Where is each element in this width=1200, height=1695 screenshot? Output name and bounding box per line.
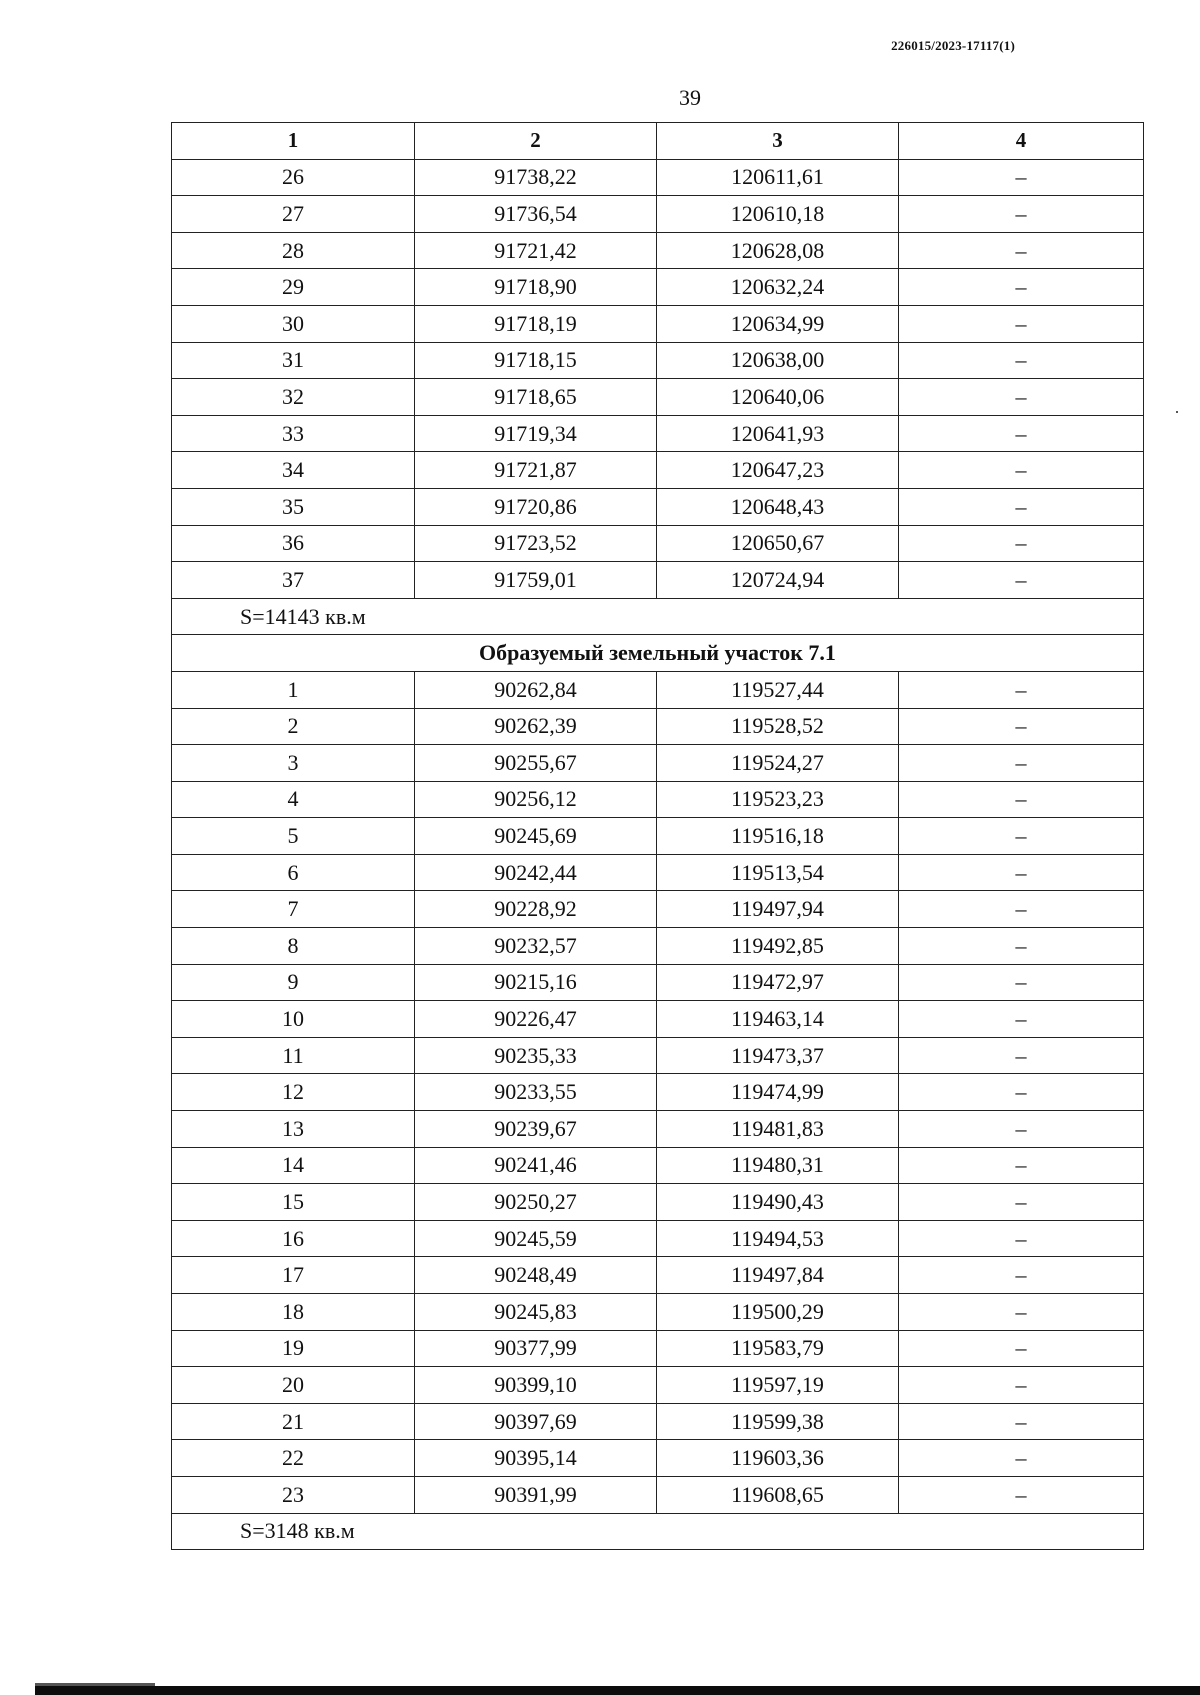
point-number-cell: 18 [172,1294,415,1331]
note-cell: – [899,1220,1144,1257]
point-number-cell: 1 [172,671,415,708]
table-row [172,159,1144,196]
coordinates-table [171,122,1144,1550]
x-coordinate-cell: 90242,44 [415,854,657,891]
point-number-cell: 4 [172,781,415,818]
point-number-cell: 37 [172,562,415,599]
x-coordinate-cell: 91736,54 [415,196,657,233]
point-number-cell: 30 [172,305,415,342]
y-coordinate-cell: 119463,14 [657,1001,899,1038]
note-cell: – [899,232,1144,269]
y-coordinate-cell: 120628,08 [657,232,899,269]
section-title-row [172,635,1144,672]
x-coordinate-cell: 91719,34 [415,415,657,452]
point-number-cell: 2 [172,708,415,745]
note-cell: – [899,1257,1144,1294]
x-coordinate-cell: 91721,87 [415,452,657,489]
note-cell: – [899,415,1144,452]
y-coordinate-cell: 119513,54 [657,854,899,891]
note-cell: – [899,781,1144,818]
point-number-cell: 12 [172,1074,415,1111]
note-cell: – [899,671,1144,708]
y-coordinate-cell: 120650,67 [657,525,899,562]
point-number-cell: 16 [172,1220,415,1257]
y-coordinate-cell: 119497,84 [657,1257,899,1294]
point-number-cell: 6 [172,854,415,891]
table-row [172,379,1144,416]
table-row [172,269,1144,306]
note-cell: – [899,1001,1144,1038]
y-coordinate-cell: 119523,23 [657,781,899,818]
x-coordinate-cell: 90377,99 [415,1330,657,1367]
x-coordinate-cell: 90255,67 [415,745,657,782]
x-coordinate-cell: 90233,55 [415,1074,657,1111]
y-coordinate-cell: 119608,65 [657,1476,899,1513]
point-number-cell: 19 [172,1330,415,1367]
point-number-cell: 21 [172,1403,415,1440]
x-coordinate-cell: 90250,27 [415,1184,657,1221]
y-coordinate-cell: 119497,94 [657,891,899,928]
note-cell: – [899,488,1144,525]
table-row [172,196,1144,233]
x-coordinate-cell: 90245,69 [415,818,657,855]
scan-speck [1176,411,1178,413]
x-coordinate-cell: 90226,47 [415,1001,657,1038]
note-cell: – [899,379,1144,416]
x-coordinate-cell: 90391,99 [415,1476,657,1513]
y-coordinate-cell: 119472,97 [657,964,899,1001]
point-number-cell: 8 [172,928,415,965]
point-number-cell: 27 [172,196,415,233]
block2-rows [172,671,1144,1513]
point-number-cell: 28 [172,232,415,269]
table-row [172,708,1144,745]
table-row [172,232,1144,269]
x-coordinate-cell: 90395,14 [415,1440,657,1477]
note-cell: – [899,1330,1144,1367]
y-coordinate-cell: 120640,06 [657,379,899,416]
note-cell: – [899,1074,1144,1111]
table-row [172,1294,1144,1331]
note-cell: – [899,964,1144,1001]
x-coordinate-cell: 90228,92 [415,891,657,928]
note-cell: – [899,1037,1144,1074]
point-number-cell: 9 [172,964,415,1001]
point-number-cell: 11 [172,1037,415,1074]
x-coordinate-cell: 90248,49 [415,1257,657,1294]
table-row [172,854,1144,891]
note-cell: – [899,305,1144,342]
x-coordinate-cell: 90245,59 [415,1220,657,1257]
table-row [172,891,1144,928]
table-row [172,1074,1144,1111]
column-header-point: 1 [172,123,415,160]
y-coordinate-cell: 120724,94 [657,562,899,599]
x-coordinate-cell: 90245,83 [415,1294,657,1331]
x-coordinate-cell: 91759,01 [415,562,657,599]
note-cell: – [899,1476,1144,1513]
table-row [172,488,1144,525]
x-coordinate-cell: 90241,46 [415,1147,657,1184]
y-coordinate-cell: 120632,24 [657,269,899,306]
point-number-cell: 31 [172,342,415,379]
point-number-cell: 20 [172,1367,415,1404]
table-row [172,928,1144,965]
point-number-cell: 13 [172,1111,415,1148]
area-row [172,1513,1144,1550]
scan-bottom-edge [35,1686,1200,1695]
x-coordinate-cell: 91718,65 [415,379,657,416]
point-number-cell: 5 [172,818,415,855]
y-coordinate-cell: 119481,83 [657,1111,899,1148]
x-coordinate-cell: 90256,12 [415,781,657,818]
x-coordinate-cell: 91718,15 [415,342,657,379]
note-cell: – [899,745,1144,782]
point-number-cell: 33 [172,415,415,452]
point-number-cell: 17 [172,1257,415,1294]
table-row [172,1476,1144,1513]
y-coordinate-cell: 119480,31 [657,1147,899,1184]
y-coordinate-cell: 120611,61 [657,159,899,196]
y-coordinate-cell: 119597,19 [657,1367,899,1404]
note-cell: – [899,525,1144,562]
table-header-row [172,123,1144,160]
column-header-x: 2 [415,123,657,160]
x-coordinate-cell: 90262,84 [415,671,657,708]
note-cell: – [899,196,1144,233]
x-coordinate-cell: 91718,90 [415,269,657,306]
document-number: 226015/2023-17117(1) [891,38,1015,53]
point-number-cell: 35 [172,488,415,525]
point-number-cell: 22 [172,1440,415,1477]
note-cell: – [899,928,1144,965]
table-row [172,1367,1144,1404]
table-row [172,1440,1144,1477]
point-number-cell: 29 [172,269,415,306]
table-row [172,305,1144,342]
x-coordinate-cell: 90397,69 [415,1403,657,1440]
area-text: S=14143 кв.м [172,598,1144,635]
table-row [172,818,1144,855]
x-coordinate-cell: 91738,22 [415,159,657,196]
y-coordinate-cell: 119500,29 [657,1294,899,1331]
point-number-cell: 23 [172,1476,415,1513]
note-cell: – [899,159,1144,196]
note-cell: – [899,891,1144,928]
table-row [172,1403,1144,1440]
x-coordinate-cell: 90235,33 [415,1037,657,1074]
table-row [172,1111,1144,1148]
y-coordinate-cell: 119527,44 [657,671,899,708]
x-coordinate-cell: 90232,57 [415,928,657,965]
table-row [172,745,1144,782]
note-cell: – [899,708,1144,745]
table-row [172,1037,1144,1074]
y-coordinate-cell: 120638,00 [657,342,899,379]
x-coordinate-cell: 90399,10 [415,1367,657,1404]
table-row [172,415,1144,452]
table-row [172,1330,1144,1367]
x-coordinate-cell: 91718,19 [415,305,657,342]
y-coordinate-cell: 119490,43 [657,1184,899,1221]
x-coordinate-cell: 90262,39 [415,708,657,745]
y-coordinate-cell: 119473,37 [657,1037,899,1074]
point-number-cell: 36 [172,525,415,562]
table-row [172,1001,1144,1038]
point-number-cell: 26 [172,159,415,196]
table-row [172,671,1144,708]
point-number-cell: 15 [172,1184,415,1221]
note-cell: – [899,562,1144,599]
point-number-cell: 14 [172,1147,415,1184]
point-number-cell: 3 [172,745,415,782]
y-coordinate-cell: 119583,79 [657,1330,899,1367]
y-coordinate-cell: 119474,99 [657,1074,899,1111]
y-coordinate-cell: 119528,52 [657,708,899,745]
table-row [172,562,1144,599]
note-cell: – [899,1403,1144,1440]
y-coordinate-cell: 120648,43 [657,488,899,525]
area-row [172,598,1144,635]
table-row [172,525,1144,562]
note-cell: – [899,1111,1144,1148]
y-coordinate-cell: 120641,93 [657,415,899,452]
point-number-cell: 7 [172,891,415,928]
column-header-note: 4 [899,123,1144,160]
note-cell: – [899,854,1144,891]
x-coordinate-cell: 90215,16 [415,964,657,1001]
block1-rows [172,159,1144,598]
y-coordinate-cell: 119494,53 [657,1220,899,1257]
note-cell: – [899,1294,1144,1331]
y-coordinate-cell: 119599,38 [657,1403,899,1440]
note-cell: – [899,1147,1144,1184]
table-row [172,342,1144,379]
note-cell: – [899,1440,1144,1477]
table-row [172,1257,1144,1294]
y-coordinate-cell: 120610,18 [657,196,899,233]
note-cell: – [899,818,1144,855]
note-cell: – [899,269,1144,306]
note-cell: – [899,1184,1144,1221]
x-coordinate-cell: 90239,67 [415,1111,657,1148]
area-text: S=3148 кв.м [172,1513,1144,1550]
section-title: Образуемый земельный участок 7.1 [172,635,1144,672]
point-number-cell: 34 [172,452,415,489]
note-cell: – [899,342,1144,379]
point-number-cell: 32 [172,379,415,416]
x-coordinate-cell: 91723,52 [415,525,657,562]
table-row [172,781,1144,818]
point-number-cell: 10 [172,1001,415,1038]
y-coordinate-cell: 119492,85 [657,928,899,965]
x-coordinate-cell: 91720,86 [415,488,657,525]
table-row [172,1147,1144,1184]
table-row [172,452,1144,489]
note-cell: – [899,452,1144,489]
y-coordinate-cell: 119603,36 [657,1440,899,1477]
x-coordinate-cell: 91721,42 [415,232,657,269]
y-coordinate-cell: 119524,27 [657,745,899,782]
column-header-y: 3 [657,123,899,160]
y-coordinate-cell: 120634,99 [657,305,899,342]
note-cell: – [899,1367,1144,1404]
y-coordinate-cell: 119516,18 [657,818,899,855]
table-row [172,1220,1144,1257]
table-row [172,964,1144,1001]
y-coordinate-cell: 120647,23 [657,452,899,489]
table-row [172,1184,1144,1221]
page-number: 39 [679,85,701,110]
